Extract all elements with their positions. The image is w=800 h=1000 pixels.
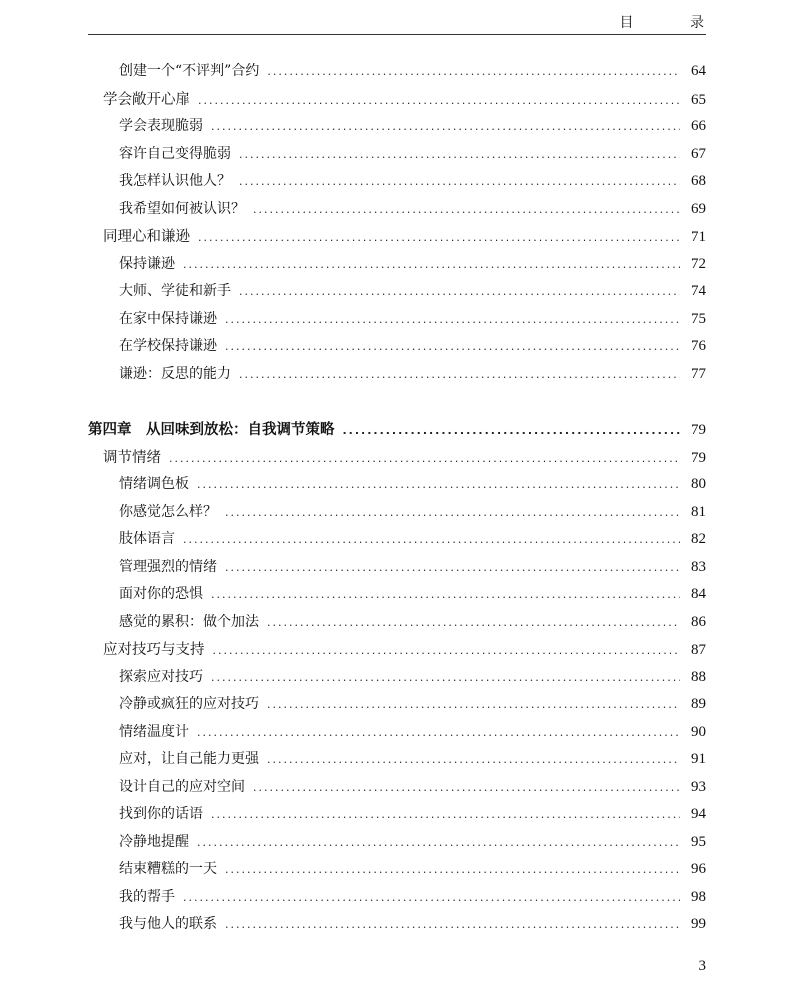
dot-leader [211,671,680,684]
toc-entry-page: 91 [691,751,706,767]
dot-leader [211,588,680,601]
toc-entry-title: 探索应对技巧 [119,668,203,685]
toc-entry-title: 大师、学徒和新手 [119,283,231,299]
toc-section-entry[interactable] [88,638,706,666]
dot-leader [239,175,680,188]
toc-subsection-entry[interactable] [88,280,706,308]
toc-entry-page: 90 [691,723,706,740]
toc-entry-title: 第四章 从回味到放松：自我调节策略 [88,422,335,438]
toc-entry-title: 应对，让自己能力更强 [119,751,259,767]
toc-subsection-entry[interactable] [88,886,706,914]
dot-leader [253,203,680,216]
toc-entry-title: 学会表现脆弱 [119,118,203,134]
toc-entry-title: 结束糟糕的一天 [119,861,217,877]
toc-entry-page: 79 [691,422,706,438]
toc-entry-title: 冷静地提醒 [119,833,189,850]
toc-subsection-entry[interactable] [88,335,706,363]
toc-group-2 [88,418,706,941]
toc-entry-page: 82 [691,531,706,547]
toc-entry-page: 65 [691,91,706,108]
toc-entry-title: 找到你的话语 [119,806,203,822]
toc-subsection-entry[interactable] [88,858,706,886]
toc-entry-title: 我与他人的联系 [119,916,217,932]
dot-leader [169,452,680,465]
toc-subsection-entry[interactable] [88,170,706,198]
toc-entry-title: 情绪调色板 [119,476,189,492]
toc-entry-page: 87 [691,642,706,658]
toc-entry-title: 管理强烈的情绪 [119,558,217,575]
dot-leader [239,148,680,161]
dot-leader [183,891,680,904]
dot-leader [197,836,680,849]
toc-subsection-entry[interactable] [88,308,706,336]
toc-entry-page: 88 [691,668,706,685]
dot-leader [253,781,680,794]
toc-entry-title: 容许自己变得脆弱 [119,145,231,162]
toc-subsection-entry[interactable] [88,115,706,143]
dot-leader [197,726,680,739]
toc-entry-page: 67 [691,145,706,162]
toc-subsection-entry[interactable] [88,803,706,831]
toc-subsection-entry[interactable] [88,198,706,226]
toc-section-entry[interactable] [88,446,706,474]
toc-subsection-entry[interactable] [88,666,706,694]
toc-entry-page: 89 [691,696,706,712]
toc-entry-title: 保持谦逊 [119,255,175,272]
toc-entry-page: 81 [691,503,706,520]
toc-entry-page: 94 [691,806,706,822]
toc-entry-page: 83 [691,558,706,575]
toc-entry-title: 在学校保持谦逊 [119,338,217,354]
dot-leader [183,533,680,546]
toc-subsection-entry[interactable] [88,748,706,776]
toc-subsection-entry[interactable] [88,501,706,529]
header-title: 目 录 [619,15,730,31]
toc-entry-page: 71 [691,229,706,245]
dot-leader [239,285,680,298]
running-header [88,10,730,35]
toc-entry-page: 68 [691,173,706,189]
section-spacer [88,390,706,418]
toc-chapter-entry[interactable] [88,418,706,446]
dot-leader [267,753,680,766]
toc-entry-page: 86 [691,613,706,630]
dot-leader [225,918,680,931]
toc-subsection-entry[interactable] [88,253,706,281]
page-number: 3 [698,958,706,974]
toc-entry-page: 77 [691,365,706,382]
toc-section-entry[interactable] [88,88,706,116]
toc-entry-page: 99 [691,916,706,932]
toc-subsection-entry[interactable] [88,611,706,639]
toc-entry-page: 66 [691,118,706,134]
dot-leader [211,808,680,821]
toc-entry-title: 我希望如何被认识？ [119,200,245,217]
dot-leader [213,644,681,657]
toc-entry-page: 76 [691,338,706,354]
toc-subsection-entry[interactable] [88,556,706,584]
toc-entry-page: 69 [691,200,706,217]
dot-leader [225,340,680,353]
toc-subsection-entry[interactable] [88,60,706,88]
toc-entry-page: 79 [691,449,706,466]
toc-entry-title: 情绪温度计 [119,723,189,740]
toc-entry-page: 75 [691,310,706,327]
dot-leader [225,561,680,574]
toc-entry-title: 学会敞开心扉 [103,91,190,108]
dot-leader [239,368,680,381]
toc-entry-page: 96 [691,861,706,877]
toc-subsection-entry[interactable] [88,528,706,556]
toc-entry-page: 64 [691,63,706,79]
toc-entry-title: 创建一个“不评判”合约 [119,63,260,79]
toc-entry-title: 肢体语言 [119,531,175,547]
dot-leader [198,231,680,244]
toc-subsection-entry[interactable] [88,143,706,171]
toc-entry-page: 74 [691,283,706,299]
toc-group-1 [88,60,706,390]
dot-leader [343,424,681,437]
dot-leader [197,478,680,491]
dot-leader [267,616,680,629]
dot-leader [225,506,680,519]
dot-leader [225,863,680,876]
toc-entry-title: 感觉的累积：做个加法 [119,613,259,630]
toc-subsection-entry[interactable] [88,831,706,859]
toc-subsection-entry[interactable] [88,693,706,721]
toc-entry-title: 我的帮手 [119,888,175,905]
toc-entry-title: 调节情绪 [103,449,161,466]
toc-subsection-entry[interactable] [88,473,706,501]
dot-leader [198,94,680,107]
dot-leader [211,120,680,133]
toc-entry-title: 应对技巧与支持 [103,642,205,658]
dot-leader [267,65,680,78]
toc-section-entry[interactable] [88,225,706,253]
dot-leader [183,258,680,271]
toc-subsection-entry[interactable] [88,913,706,941]
toc-entry-page: 80 [691,476,706,492]
toc-entry-title: 同理心和谦逊 [103,229,190,245]
toc-subsection-entry[interactable] [88,583,706,611]
toc-subsection-entry[interactable] [88,776,706,804]
dot-leader [267,698,680,711]
toc-subsection-entry[interactable] [88,363,706,391]
toc-entry-page: 84 [691,586,706,602]
table-of-contents [88,60,706,941]
toc-entry-page: 93 [691,778,706,795]
toc-entry-title: 设计自己的应对空间 [119,778,245,795]
toc-entry-title: 在家中保持谦逊 [119,310,217,327]
toc-entry-title: 我怎样认识他人？ [119,173,231,189]
toc-entry-title: 冷静或疯狂的应对技巧 [119,696,259,712]
toc-entry-page: 72 [691,255,706,272]
dot-leader [225,313,680,326]
toc-entry-title: 面对你的恐惧 [119,586,203,602]
toc-entry-title: 谦逊：反思的能力 [119,365,231,382]
toc-entry-page: 95 [691,833,706,850]
toc-subsection-entry[interactable] [88,721,706,749]
toc-entry-page: 98 [691,888,706,905]
toc-entry-title: 你感觉怎么样？ [119,503,217,520]
